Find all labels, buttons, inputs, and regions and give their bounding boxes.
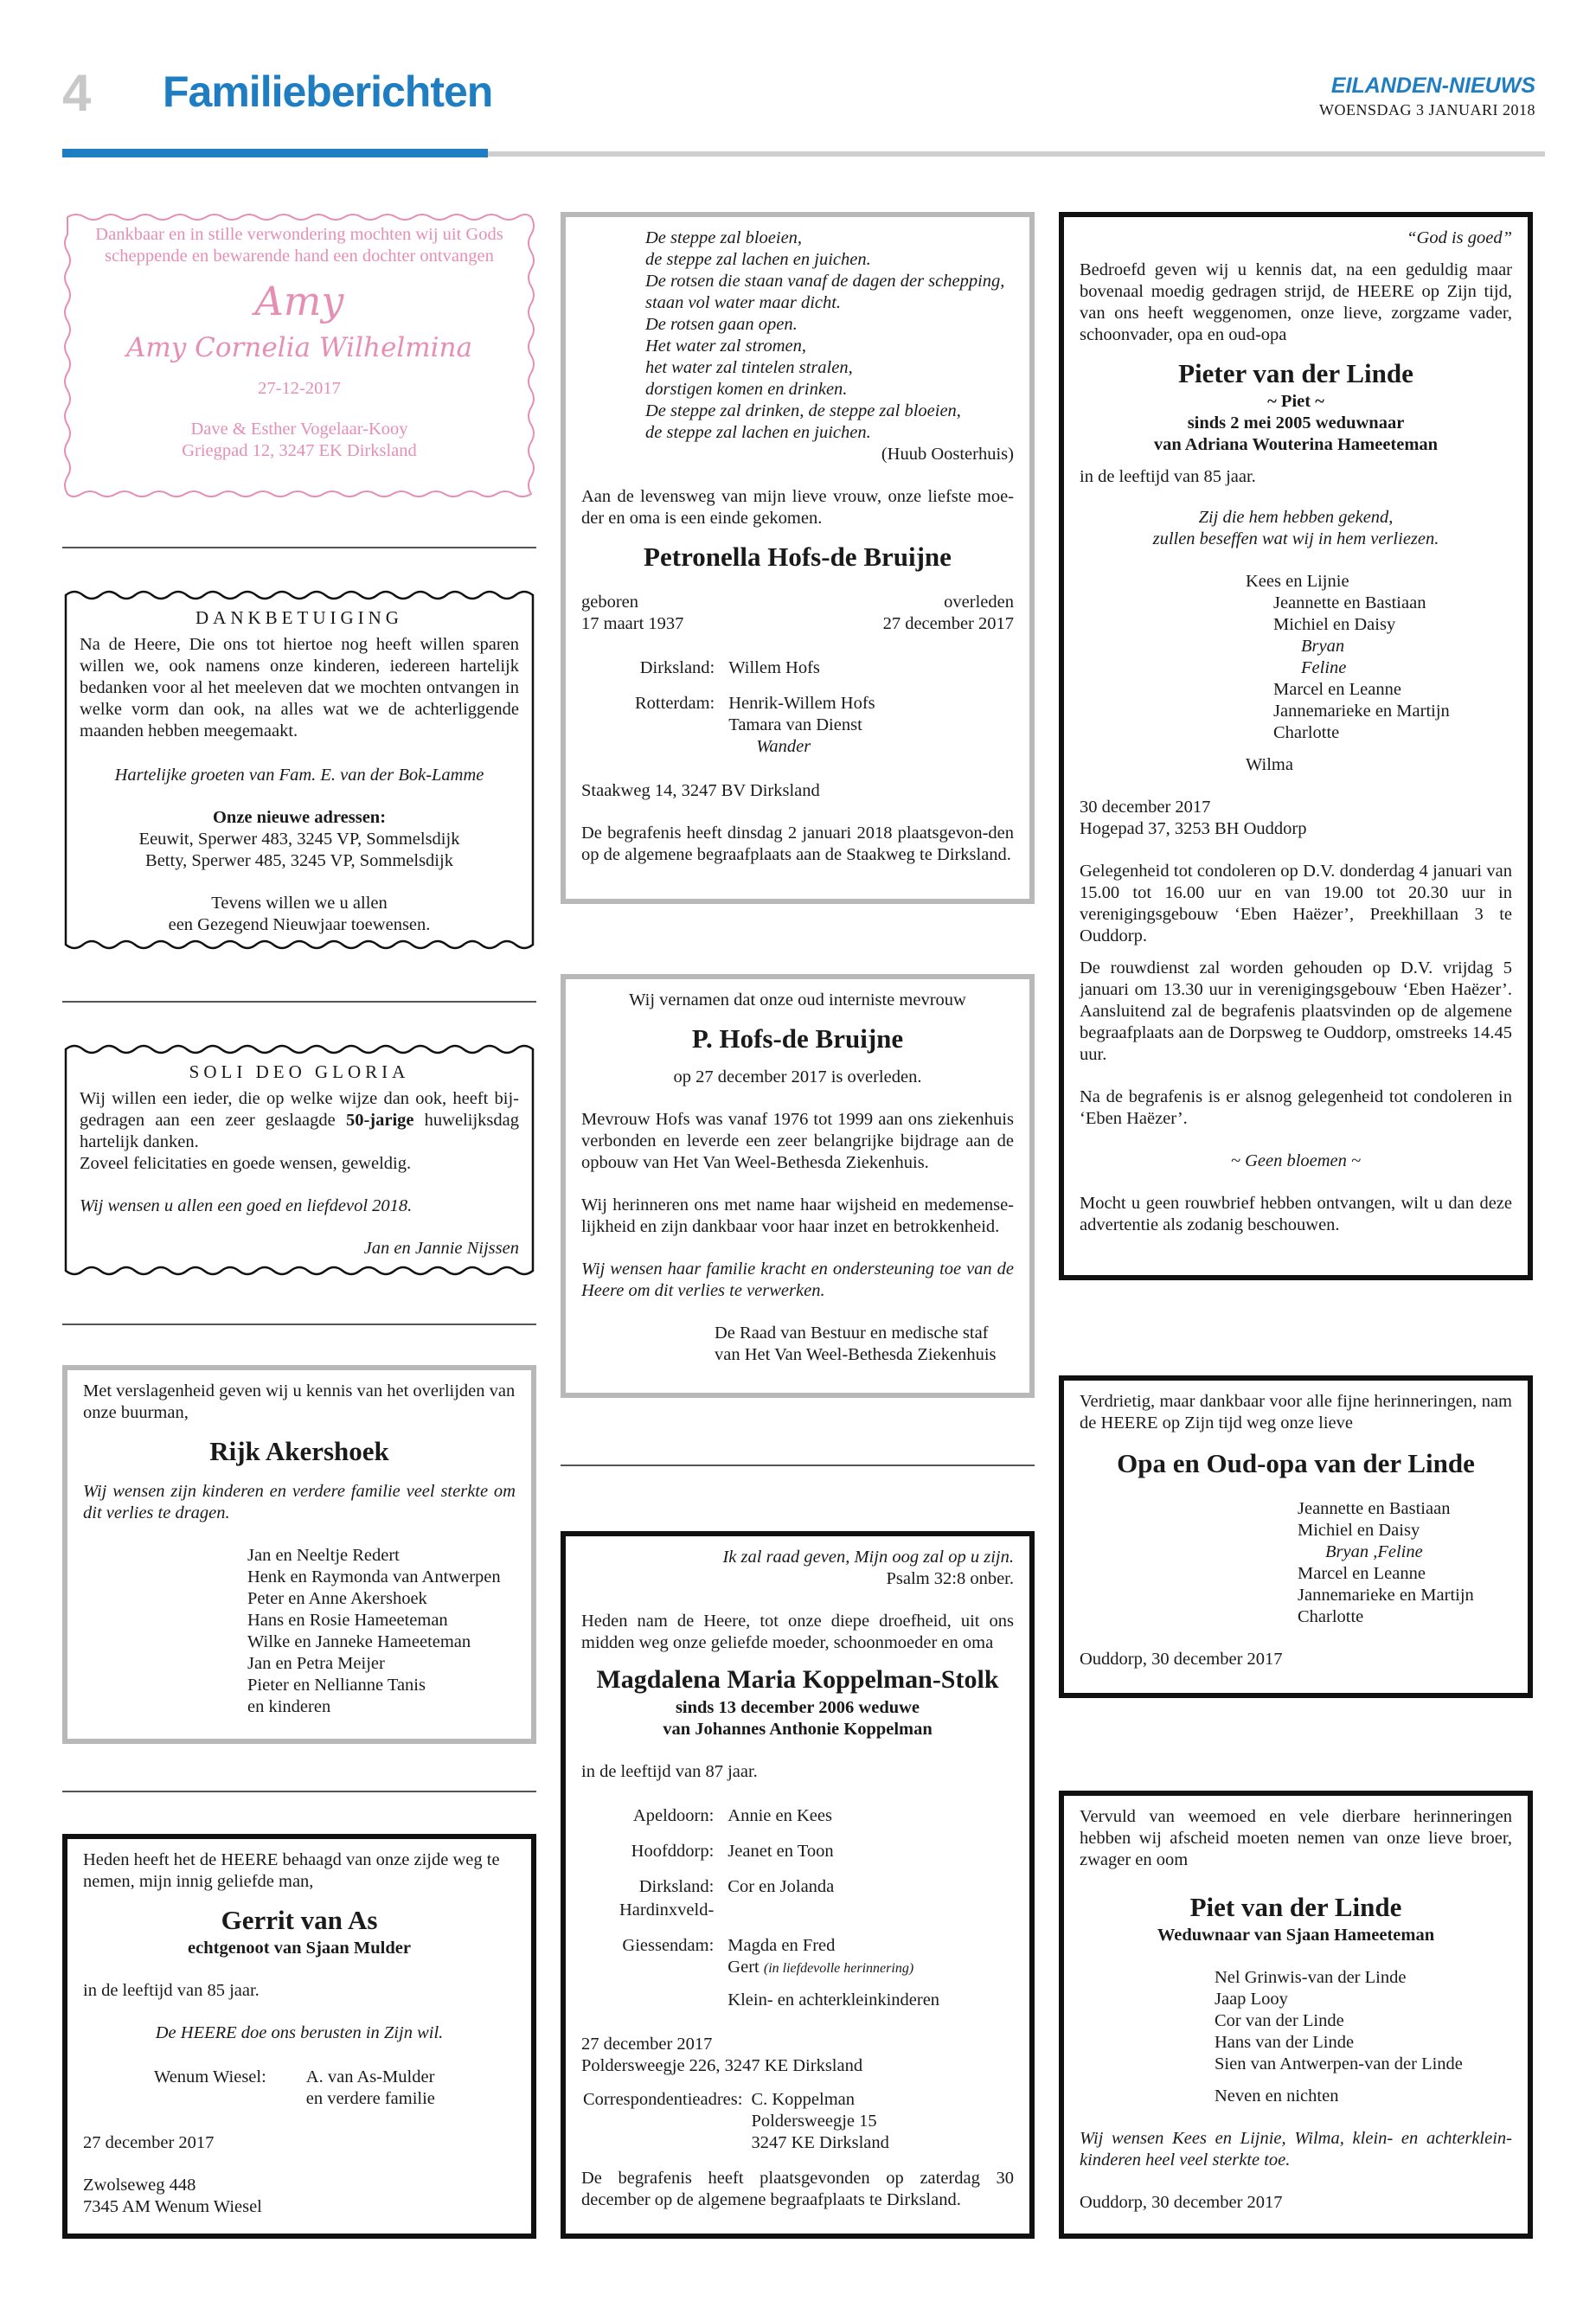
family-name: Gert: [727, 1958, 760, 1977]
obituary-pieter-van-der-linde: [1059, 212, 1533, 1280]
rijk-wish: Wij wensen zijn kinderen en verdere familie veel sterkte om dit verlies te dragen.: [83, 1482, 516, 1522]
birth-intro: Dankbaar en in stille verwondering mochten wij uit Gods scheppende en bewarende hand een dochter ontvangen: [95, 225, 503, 266]
header-rule-grey: [488, 151, 1545, 157]
list-item: Neven en nichten: [1215, 2086, 1339, 2106]
family-place: Hardinxveld-: [619, 1900, 715, 1920]
pieter-after-funeral: Na de begrafenis is er alsnog gelegenheid tot condoleren in ‘Eben Haëzer’.: [1080, 1087, 1512, 1128]
pieter-quote: “God is goed”: [1407, 228, 1512, 247]
magdalena-family: [618, 1804, 941, 2013]
pieter-nickname: ~ Piet ~: [1267, 392, 1324, 411]
signature-line: van Het Van Weel-Bethesda Ziekenhuis: [715, 1345, 997, 1364]
family-name: Annie en Kees: [727, 1806, 832, 1825]
born-label: geboren: [581, 593, 639, 612]
gerrit-name: Gerrit van As: [221, 1905, 378, 1935]
magdalena-verse-ref: Psalm 32:8 onber.: [886, 1569, 1014, 1588]
family-name: Henrik-Willem Hofs: [728, 694, 875, 713]
gerrit-age: in de leeftijd van 85 jaar.: [83, 1981, 260, 2000]
soli-body: [80, 1088, 519, 1153]
correspondence-address: [581, 2087, 891, 2156]
soli-body-text: Wij willen een ieder, die op welke wijze dan ook, heeft bij-gedragen aan een zeer geslaagde: [80, 1089, 519, 1130]
magdalena-name: Magdalena Maria Koppelman-Stolk: [596, 1665, 999, 1694]
family-name: Kees en Lijnie: [1246, 572, 1349, 591]
obituary-rijk-akershoek: [62, 1365, 536, 1744]
hofs-paragraph-3: Wij wensen haar familie kracht en ondersteuning toe van de Heere om dit verlies te verwerken.: [581, 1259, 1014, 1300]
obituary-petronella: [561, 212, 1035, 904]
birth-date: 27-12-2017: [258, 379, 341, 398]
newspaper-logo: EILANDEN-NIEUWS: [1330, 74, 1535, 98]
family-name: Marcel en Leanne: [1298, 1564, 1426, 1583]
separator: [62, 1324, 536, 1325]
family-place: Apeldoorn:: [632, 1806, 715, 1825]
magdalena-intro: Heden nam de Heere, tot onze diepe droefheid, uit ons midden weg onze geliefde moeder, schoonmoeder en oma: [581, 1612, 1014, 1652]
no-flowers: ~ Geen bloemen ~: [1230, 1151, 1362, 1170]
piet-intro: Vervuld van weemoed en vele dierbare herinneringen hebben wij afscheid moeten nemen van onze lieve broer, zwager en oom: [1080, 1807, 1512, 1869]
died-label: overleden: [944, 593, 1014, 612]
gerrit-date: 27 december 2017: [83, 2133, 215, 2152]
magdalena-age: in de leeftijd van 87 jaar.: [581, 1762, 758, 1781]
gerrit-address-1: Zwolseweg 448: [83, 2176, 196, 2195]
thanks-greeting: Hartelijke groeten van Fam. E. van der Bok-Lamme: [114, 766, 484, 785]
pieter-family: [1080, 571, 1512, 776]
soli-anniversary-years: 50-jarige: [345, 1111, 414, 1130]
pieter-age: in de leeftijd van 85 jaar.: [1080, 467, 1256, 486]
family-name: A. van As-Mulder: [305, 2067, 435, 2086]
corr-label: Correspondentieadres:: [583, 2090, 743, 2109]
separator: [561, 1465, 1035, 1466]
family-name: Michiel en Daisy: [1273, 615, 1396, 634]
thanks-body: Na de Heere, Die ons tot hiertoe nog heeft willen sparen willen we, ook namens onze kinderen, iedereen hartelijk bedanken voor al het meeleven dat we mochten ontvangen in welke vorm dan ook, na alles wat we de achterliggende maanden hebben meegemaakt.: [80, 635, 519, 740]
gerrit-intro: Heden heeft het de HEERE behaagd van onze zijde weg te nemen, mijn innig geliefde man,: [83, 1850, 500, 1891]
poem-line: de steppe zal lachen en juichen.: [645, 250, 871, 269]
born-date: 17 maart 1937: [581, 614, 684, 633]
piet-name: Piet van der Linde: [1189, 1892, 1402, 1922]
pieter-address: Hogepad 37, 3253 BH Ouddorp: [1080, 819, 1307, 838]
signature-line: De Raad van Bestuur en medische staf: [715, 1324, 989, 1343]
list-item: Sien van Antwerpen-van der Linde: [1215, 2054, 1463, 2073]
list-item: Henk en Raymonda van Antwerpen: [247, 1567, 501, 1586]
soli-title: SOLI DEO GLORIA: [189, 1061, 410, 1082]
family-place: Hoofddorp:: [631, 1842, 715, 1861]
pieter-verse-2: zullen beseffen wat wij in hem verliezen.: [1152, 529, 1439, 548]
rijk-names-list: [83, 1545, 516, 1718]
petronella-funeral: De begrafenis heeft dinsdag 2 januari 2018 plaatsgevon-den op de algemene begraafplaats aan de Staakweg te Dirksland.: [581, 824, 1014, 864]
piet-place-date: Ouddorp, 30 december 2017: [1080, 2193, 1283, 2212]
opa-place-date: Ouddorp, 30 december 2017: [1080, 1650, 1283, 1669]
poem: [581, 228, 1014, 444]
petronella-address: Staakweg 14, 3247 BV Dirksland: [581, 781, 820, 800]
family-name: Tamara van Dienst: [728, 715, 862, 734]
new-address-1: Eeuwit, Sperwer 483, 3245 VP, Sommelsdijk: [138, 830, 460, 849]
piet-wish: Wij wensen Kees en Lijnie, Wilma, klein- en achterklein-kinderen heel veel sterkte toe.: [1080, 2129, 1512, 2170]
thanks-notice: [62, 588, 536, 952]
header-rule-blue: [62, 149, 488, 157]
new-address-2: Betty, Sperwer 485, 3245 VP, Sommelsdijk: [145, 851, 453, 870]
baby-short-name: Amy: [254, 278, 344, 324]
parents-address: Griegpad 12, 3247 EK Dirksland: [182, 441, 417, 460]
family-name: Michiel en Daisy: [1298, 1521, 1420, 1540]
list-item: Wilke en Janneke Hameeteman: [247, 1632, 471, 1651]
family-name: Bryan: [1301, 637, 1345, 656]
family-place: Wenum Wiesel:: [154, 2067, 266, 2086]
family-name: en verdere familie: [305, 2089, 435, 2108]
petronella-intro: Aan de levensweg van mijn lieve vrouw, onze liefste moe-der en oma is een einde gekomen.: [581, 487, 1014, 528]
list-item: Jan en Neeltje Redert: [247, 1546, 400, 1565]
poem-line: de steppe zal lachen en juichen.: [645, 423, 871, 442]
family-name: Charlotte: [1273, 723, 1340, 742]
gerrit-spouse: echtgenoot van Sjaan Mulder: [188, 1939, 411, 1958]
hofs-signature: [581, 1323, 1014, 1366]
family-place: Rotterdam:: [635, 694, 715, 713]
baby-full-name: Amy Cornelia Wilhelmina: [126, 332, 472, 363]
pieter-name: Pieter van der Linde: [1178, 358, 1413, 388]
magdalena-date: 27 december 2017: [581, 2035, 713, 2054]
new-addresses-title: Onze nieuwe adressen:: [212, 808, 387, 827]
list-item: en kinderen: [247, 1697, 331, 1716]
hofs-paragraph-2: Wij herinneren ons met name haar wijsheid en medemense-lijkheid en zijn dankbaar voor haar inzet en betrokkenheid.: [581, 1195, 1014, 1236]
hospital-intro: Wij vernamen dat onze oud interniste mevrouw: [629, 990, 966, 1009]
family-place: Giessendam:: [622, 1936, 715, 1955]
family-name: Jeannette en Bastiaan: [1298, 1499, 1451, 1518]
corr-line: 3247 KE Dirksland: [751, 2133, 889, 2152]
opa-intro: Verdrietig, maar dankbaar voor alle fijne herinneringen, nam de HEERE op Zijn tijd weg onze lieve: [1080, 1392, 1512, 1433]
list-item: Cor van der Linde: [1215, 2011, 1344, 2030]
petronella-family: [633, 656, 877, 760]
family-name: [727, 1900, 939, 1921]
poem-line: De rotsen gaan open.: [645, 315, 798, 334]
magdalena-widow-2: van Johannes Anthonie Koppelman: [663, 1720, 933, 1739]
corr-line: C. Koppelman: [751, 2090, 856, 2109]
page-number: 4: [62, 64, 92, 122]
gerrit-address-2: 7345 AM Wenum Wiesel: [83, 2197, 262, 2216]
family-name: Wilma: [1246, 755, 1293, 774]
family-name: Jannemarieke en Martijn: [1273, 702, 1450, 721]
pieter-verse-1: Zij die hem hebben gekend,: [1198, 508, 1394, 527]
separator: [62, 1001, 536, 1003]
pieter-intro: Bedroefd geven wij u kennis dat, na een geduldig maar bovenaal moedig gedragen strijd, de HEERE op Zijn tijd, van ons heeft weggenomen, onze lieve, zorgzame vader, schoonvader, opa en oud-opa: [1080, 260, 1512, 344]
list-item: Jaap Looy: [1215, 1990, 1288, 2009]
soli-line2: Zoveel felicitaties en goede wensen, geweldig.: [80, 1154, 412, 1173]
separator: [62, 1791, 536, 1792]
thanks-title: DANKBETUIGING: [195, 607, 403, 628]
family-name: Jeanet en Toon: [727, 1842, 834, 1861]
pieter-widower-2: van Adriana Wouterina Hameeteman: [1153, 435, 1439, 454]
soli-body-text-end: huwelijksdag hartelijk danken.: [80, 1111, 519, 1151]
list-item: Nel Grinwis-van der Linde: [1215, 1968, 1407, 1987]
poem-line: het water zal tintelen stralen,: [645, 358, 853, 377]
hofs-paragraph-1: Mevrouw Hofs was vanaf 1976 tot 1999 aan ons ziekenhuis verbonden en leverde een zeer belangrijke bijdrage aan de opbouw van Het Van Weel-Bethesda Ziekenhuis.: [581, 1110, 1014, 1172]
magdalena-address: Poldersweegje 226, 3247 KE Dirksland: [581, 2056, 863, 2075]
magdalena-verse: Ik zal raad geven, Mijn oog zal op u zijn.: [722, 1548, 1014, 1567]
list-item: Hans en Rosie Hameeteman: [247, 1611, 448, 1630]
issue-date: WOENSDAG 3 JANUARI 2018: [1319, 101, 1535, 119]
poem-line: De rotsen die staan vanaf de dagen der schepping,: [645, 272, 1005, 291]
list-item: Jan en Petra Meijer: [247, 1654, 385, 1673]
family-name: Bryan ,Feline: [1325, 1542, 1423, 1561]
section-title: Familieberichten: [163, 67, 493, 116]
poem-line: dorstigen komen en drinken.: [645, 380, 848, 399]
family-name: Magda en Fred: [727, 1936, 836, 1955]
opa-family: [1080, 1498, 1512, 1628]
obituary-piet-van-der-linde: [1059, 1791, 1533, 2239]
piet-widower: Weduwnaar van Sjaan Hameeteman: [1157, 1926, 1435, 1945]
hofs-name: P. Hofs-de Bruijne: [691, 1023, 904, 1054]
piet-names-list: [1080, 1967, 1512, 2107]
hofs-died: op 27 december 2017 is overleden.: [673, 1067, 922, 1086]
new-year-wish-2: een Gezegend Nieuwjaar toewensen.: [168, 915, 431, 934]
pieter-condolence: Gelegenheid tot condoleren op D.V. donderdag 4 januari van 15.00 tot 16.00 uur en van 19.00 tot 20.30 uur in verenigingsgebouw ‘Eben Haëzer’, Preekhillaan 3 te Ouddorp.: [1080, 862, 1512, 945]
in-memoriam-note: (in liefdevolle herinnering): [763, 1961, 914, 1976]
poem-line: staan vol water maar dicht.: [645, 293, 842, 312]
poem-line: De steppe zal bloeien,: [645, 228, 803, 247]
rijk-intro: Met verslagenheid geven wij u kennis van het overlijden van onze buurman,: [83, 1381, 516, 1422]
pieter-service: De rouwdienst zal worden gehouden op D.V. vrijdag 5 januari om 13.30 uur in verenigingsgebouw ‘Eben Haëzer’. Aansluitend zal de begrafenis plaatsvinden op de algemene begraafplaats aan de Dorpsweg te Ouddorp, omstreeks 14.45 uur.: [1080, 958, 1512, 1064]
soli-signature: Jan en Jannie Nijssen: [363, 1239, 519, 1258]
separator: [62, 547, 536, 548]
family-name: Jannemarieke en Martijn: [1298, 1586, 1474, 1605]
gerrit-family: [152, 2065, 437, 2112]
new-year-wish-1: Tevens willen we u allen: [211, 894, 388, 913]
family-name: Charlotte: [1298, 1607, 1364, 1626]
family-name: Willem Hofs: [728, 658, 820, 677]
corr-line: Poldersweegje 15: [751, 2112, 877, 2131]
list-item: Pieter en Nellianne Tanis: [247, 1676, 426, 1695]
family-name: Wander: [756, 737, 811, 756]
opa-name: Opa en Oud-opa van der Linde: [1117, 1448, 1475, 1478]
rijk-name: Rijk Akershoek: [209, 1436, 389, 1466]
list-item: Hans van der Linde: [1215, 2033, 1355, 2052]
obituary-gerrit-van-as: [62, 1834, 536, 2239]
family-place: Dirksland:: [638, 1877, 715, 1896]
petronella-name: Petronella Hofs-de Bruijne: [644, 542, 952, 572]
pieter-date: 30 december 2017: [1080, 798, 1211, 817]
magdalena-widow-1: sinds 13 december 2006 weduwe: [675, 1698, 920, 1717]
poem-author: (Huub Oosterhuis): [881, 445, 1014, 464]
poem-line: De steppe zal drinken, de steppe zal bloeien,: [645, 401, 961, 420]
birth-announcement: [62, 212, 536, 499]
hospital-notice: [561, 974, 1035, 1398]
magdalena-funeral: De begrafenis heeft plaatsgevonden op zaterdag 30 december op de algemene begraafplaats te Dirksland.: [581, 2169, 1014, 2209]
family-name: Cor en Jolanda: [727, 1877, 835, 1896]
poem-line: Het water zal stromen,: [645, 336, 807, 356]
grandchildren: Klein- en achterkleinkinderen: [727, 1990, 940, 2009]
parents-names: Dave & Esther Vogelaar-Kooy: [190, 420, 408, 439]
family-name: Marcel en Leanne: [1273, 680, 1401, 699]
gerrit-verse: De HEERE doe ons berusten in Zijn wil.: [155, 2023, 444, 2042]
pieter-notice: Mocht u geen rouwbrief hebben ontvangen, wilt u dan deze advertentie als zodanig beschouwen.: [1080, 1194, 1512, 1234]
died-date: 27 december 2017: [882, 614, 1014, 633]
list-item: Peter en Anne Akershoek: [247, 1589, 427, 1608]
soli-wish: Wij wensen u allen een goed en liefdevol 2018.: [80, 1196, 413, 1215]
family-name: Jeannette en Bastiaan: [1273, 593, 1426, 612]
anniversary-thanks: [62, 1042, 536, 1278]
family-name: Feline: [1301, 658, 1347, 677]
obituary-magdalena: [561, 1531, 1035, 2239]
obituary-opa-van-der-linde: [1059, 1375, 1533, 1698]
family-place: Dirksland:: [639, 658, 715, 677]
life-dates: [581, 592, 1014, 635]
pieter-widower-1: sinds 2 mei 2005 weduwnaar: [1187, 413, 1405, 433]
